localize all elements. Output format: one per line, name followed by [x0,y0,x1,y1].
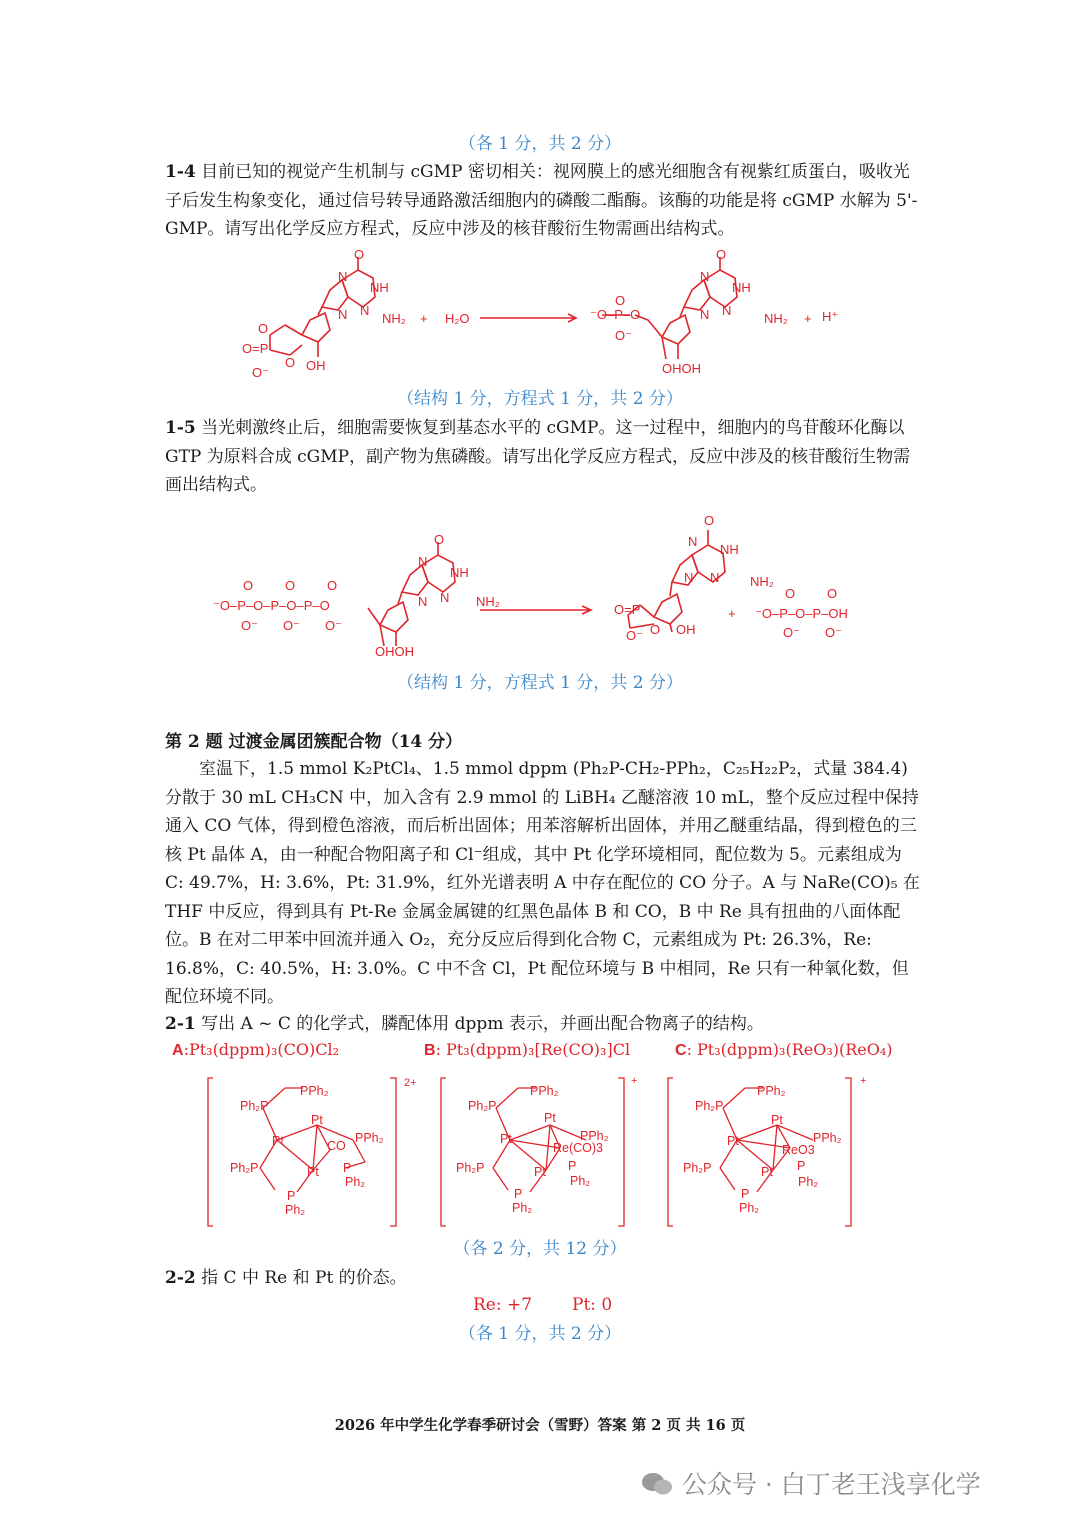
svg-text:N: N [710,570,720,585]
svg-text:O⁻: O⁻ [283,618,300,633]
svg-text:Ph₂: Ph₂ [285,1203,306,1217]
svg-text:O⁻: O⁻ [252,365,269,380]
question-number: 1-5 [165,418,196,438]
plus-sign: + [728,606,736,621]
question-1-5 [165,414,920,500]
question-1-4 [165,158,920,244]
svg-text:OHOH: OHOH [662,361,701,376]
svg-text:O: O [615,293,626,308]
svg-text:P: P [741,1187,750,1201]
answer-pt-valence: Pt: 0 [572,1295,613,1315]
svg-text:N: N [360,303,370,318]
svg-text:N: N [684,570,694,585]
watermark [640,1465,1050,1505]
svg-text:OH: OH [676,622,696,637]
svg-text:O: O [650,622,661,637]
svg-text:Pt: Pt [761,1165,773,1179]
cluster-structures [205,1070,925,1230]
svg-text:N: N [418,554,428,569]
svg-text:NH₂: NH₂ [764,311,788,326]
question-number: 2-1 [165,1014,196,1034]
svg-text:NH: NH [450,565,469,580]
svg-text:Pt: Pt [771,1113,783,1127]
svg-text:NH₂: NH₂ [382,311,406,326]
question-text: 当光刺激终止后，细胞需要恢复到基态水平的 cGMP。这一过程中，细胞内的鸟苷酸环化酶以 GTP 为原料合成 cGMP，副产物为焦磷酸。请写出化学反应方程式，反应中涉及的核苷酸衍生物需画出结构式。 [165,418,911,495]
svg-text:PPh₂: PPh₂ [580,1129,609,1143]
svg-text:N: N [700,307,710,322]
question-2-title: 第 2 题 过渡金属团簇配合物（14 分） [165,732,463,752]
question-2-1 [165,1010,920,1039]
svg-text:+: + [631,1075,638,1087]
question-number: 2-2 [165,1268,196,1288]
svg-text:Pt: Pt [500,1132,512,1146]
svg-text:Ph₂P: Ph₂P [683,1161,712,1175]
svg-text:P: P [797,1159,806,1173]
svg-text:N: N [440,590,450,605]
answer-re-valence: Re: +7 [473,1295,533,1315]
question-2-body: 室温下，1.5 mmol K₂PtCl₄、1.5 mmol dppm (Ph₂P-CH₂-PPh₂，C₂₅H₂₂P₂，式量 384.4)分散于 30 mL CH₃CN 中，加入含有 2.9 mmol 的 LiBH₄ 乙醚溶液 10 mL，整个反应过程中保持通入 CO 气体，得到橙色溶液，而后析出固体；用苯溶解析出固体，并用乙醚重结晶，得到橙色的三核 Pt 晶体 A，由一种配合物阳离子和 Cl⁻组成，其中 Pt 化学环境相同，配位数为 5。元素组成为 C: 49.7%，H: 3.6%，Pt: 31.9%，红外光谱表明 A 中存在配位的 CO 分子。A 与 NaRe(CO)₅ 在 THF 中反应，得到具有 Pt-Re 金属金属键的红黑色晶体 B 和 CO，B 中 Re 具有扭曲的八面体配位。B 在对二甲苯中回流并通入 O₂，充分反应后得到化合物 C，元素组成为 Pt: 26.3%，Re: 16.8%，C: 40.5%，H: 3.0%。C 中不含 Cl，Pt 配位环境与 B 中相同，Re 只有一种氧化数，但配位环境不同。 [165,759,920,1007]
svg-text:+: + [860,1075,867,1087]
svg-text:O⁻: O⁻ [783,625,800,640]
score-note-2-1: （各 2 分，共 12 分） [453,1239,627,1259]
svg-text:Pt: Pt [534,1165,546,1179]
plus-sign: + [804,311,812,326]
svg-text:O: O [785,586,796,601]
svg-text:P: P [514,1187,523,1201]
svg-text:O⁻: O⁻ [615,328,632,343]
svg-text:O: O [716,247,727,262]
svg-text:⁻O–P–O–P–O–P–O: ⁻O–P–O–P–O–P–O [213,598,330,613]
answer-b-formula: B: Pt₃(dppm)₃[Re(CO)₃]Cl [424,1040,631,1059]
svg-text:O: O [434,532,445,547]
wechat-icon [640,1471,674,1497]
answer-a-formula: A:Pt₃(dppm)₃(CO)Cl₂ [172,1040,339,1059]
svg-text:P: P [568,1159,577,1173]
svg-text:Ph₂: Ph₂ [512,1201,533,1215]
svg-text:NH₂: NH₂ [476,594,500,609]
question-text: 写出 A ~ C 的化学式，膦配体用 dppm 表示，并画出配合物离子的结构。 [201,1014,764,1034]
svg-text:O: O [827,586,838,601]
svg-text:PPh₂: PPh₂ [813,1131,842,1145]
svg-text:OH: OH [306,358,326,373]
svg-text:Pt: Pt [272,1134,284,1148]
svg-text:P: P [287,1189,296,1203]
svg-text:N: N [338,307,348,322]
svg-text:H⁺: H⁺ [822,309,839,324]
svg-text:Ph₂: Ph₂ [739,1201,760,1215]
svg-text:Pt: Pt [544,1111,556,1125]
svg-text:N: N [418,594,428,609]
question-text: 指 C 中 Re 和 Pt 的价态。 [201,1268,407,1288]
svg-text:O: O [285,355,296,370]
svg-text:O: O [354,247,365,262]
svg-text:H₂O: H₂O [445,311,470,326]
structure-c [668,1075,866,1226]
svg-text:⁻O–P–O–P–OH: ⁻O–P–O–P–OH [755,606,848,621]
page-footer: 2026 年中学生化学春季研讨会（雪野）答案 第 2 页 共 16 页 [334,1417,746,1434]
answer-c-formula: C: Pt₃(dppm)₃(ReO₃)(ReO₄) [675,1040,893,1059]
structure-a [208,1077,417,1226]
svg-text:CO: CO [327,1139,346,1153]
svg-text:N: N [700,269,710,284]
svg-text:Ph₂: Ph₂ [570,1174,591,1188]
svg-text:NH: NH [720,542,739,557]
question-number: 1-4 [165,162,196,182]
score-note-2-2: （各 1 分，共 2 分） [458,1324,622,1344]
svg-text:O: O [704,513,715,528]
svg-text:PPh₂: PPh₂ [757,1084,786,1098]
svg-text:Pt: Pt [311,1113,323,1127]
svg-text:O⁻: O⁻ [825,625,842,640]
svg-text:NH: NH [370,280,389,295]
svg-text:NH₂: NH₂ [750,574,774,589]
svg-text:O=P: O=P [242,341,269,356]
svg-text:N: N [338,269,348,284]
question-text: 目前已知的视觉产生机制与 cGMP 密切相关：视网膜上的感光细胞含有视紫红质蛋白，吸收光子后发生构象变化，通过信号转导通路激活细胞内的磷酸二酯酶。该酶的功能是将 cGMP 水解为 5'-GMP。请写出化学反应方程式，反应中涉及的核苷酸衍生物需画出结构式。 [165,162,918,239]
svg-text:O⁻: O⁻ [626,628,643,643]
svg-text:O: O [258,321,269,336]
svg-text:Ph₂P: Ph₂P [240,1099,269,1113]
svg-text:O⁻: O⁻ [241,618,258,633]
svg-text:Ph₂: Ph₂ [798,1175,819,1189]
svg-text:N: N [722,303,732,318]
svg-text:Ph₂P: Ph₂P [230,1161,259,1175]
svg-text:PPh₂: PPh₂ [355,1131,384,1145]
svg-text:Pt: Pt [727,1134,739,1148]
score-note-1-5: （结构 1 分，方程式 1 分，共 2 分） [397,673,683,693]
structure-b [441,1075,637,1226]
svg-text:2+: 2+ [404,1077,417,1089]
svg-text:O: O [285,578,296,593]
svg-text:Ph₂P: Ph₂P [456,1161,485,1175]
svg-text:Re(CO)3: Re(CO)3 [553,1141,604,1155]
svg-text:O: O [327,578,338,593]
svg-text:O⁻: O⁻ [325,618,342,633]
score-note-1-3: （各 1 分，共 2 分） [458,134,622,154]
svg-text:PPh₂: PPh₂ [530,1084,559,1098]
svg-text:O: O [243,578,254,593]
question-2-2 [165,1264,920,1293]
svg-text:Ph₂P: Ph₂P [468,1099,497,1113]
plus-sign: + [420,311,428,326]
equation-1-5-diagram [210,510,880,665]
svg-text:Ph₂: Ph₂ [345,1175,366,1189]
svg-text:ReO3: ReO3 [782,1143,815,1157]
svg-text:OHOH: OHOH [375,644,414,659]
svg-text:N: N [688,534,698,549]
svg-text:P: P [343,1161,352,1175]
watermark-text: 公众号 · 白丁老王浅享化学 [681,1470,981,1499]
svg-text:O=P: O=P [614,602,641,617]
svg-text:Pt: Pt [307,1165,319,1179]
score-note-1-4: （结构 1 分，方程式 1 分，共 2 分） [397,389,683,409]
svg-text:Ph₂P: Ph₂P [695,1099,724,1113]
svg-text:PPh₂: PPh₂ [300,1084,329,1098]
equation-1-4-diagram [230,245,870,385]
svg-text:NH: NH [732,280,751,295]
svg-text:⁻O–P–O: ⁻O–P–O [590,307,641,322]
